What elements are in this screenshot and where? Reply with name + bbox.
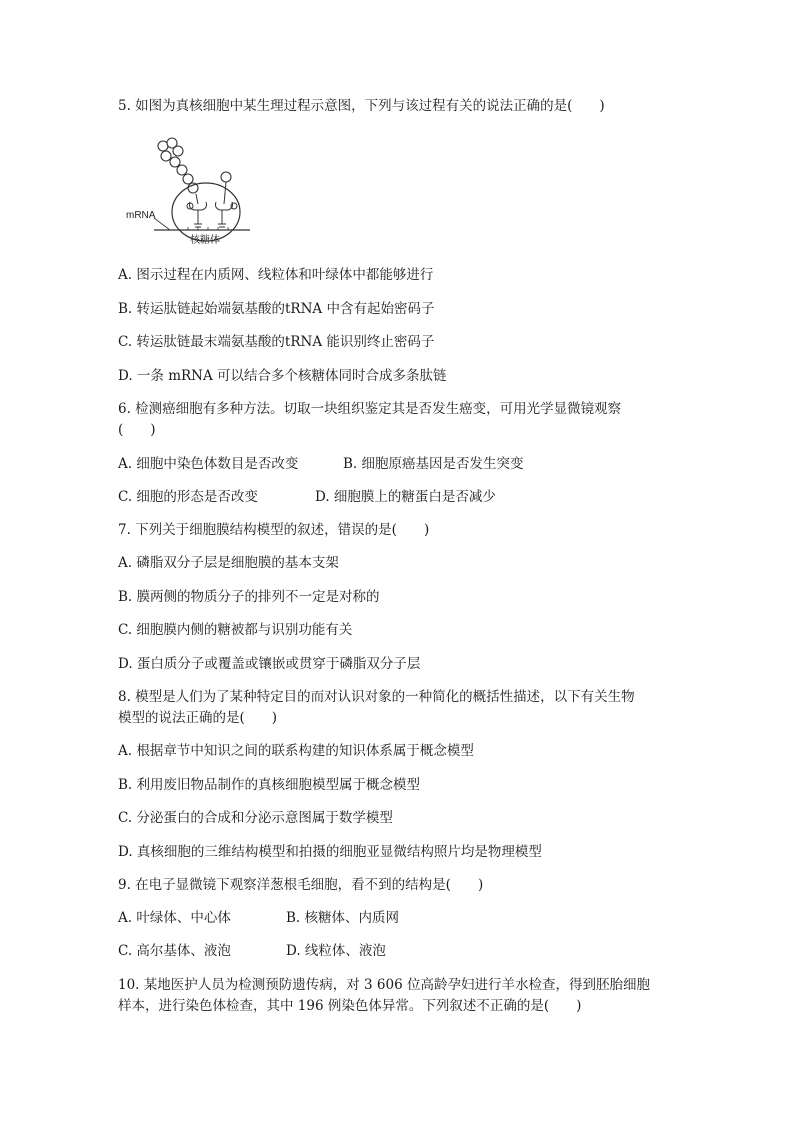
ribosome-shape <box>172 183 240 241</box>
q9-option-b: B. 核糖体、内质网 <box>286 910 400 926</box>
q9-stem: 9. 在电子显微镜下观察洋葱根毛细胞，看不到的结构是( ) <box>118 877 484 893</box>
q6-stem-line1: 6. 检测癌细胞有多种方法。切取一块组织鉴定其是否发生癌变，可用光学显微镜观察 <box>118 401 622 417</box>
q10-stem-line2: 样本，进行染色体检查，其中 196 例染色体异常。下列叙述不正确的是( ) <box>118 998 582 1014</box>
q5-option-a: A. 图示过程在内质网、线粒体和叶绿体中都能够进行 <box>118 267 434 283</box>
q6-stem-line2: ( ) <box>118 422 156 438</box>
q8-option-c: C. 分泌蛋白的合成和分泌示意图属于数学模型 <box>118 810 393 826</box>
mrna-pointer <box>154 218 170 230</box>
q8-option-d: D. 真核细胞的三维结构模型和拍摄的细胞亚显微结构照片均是物理模型 <box>118 844 542 860</box>
mrna-label: mRNA <box>126 210 156 221</box>
q10-stem-line1: 10. 某地医护人员为检测预防遗传病，对 3 606 位高龄孕妇进行羊水检查，得到胚胎细胞 <box>118 977 650 993</box>
q7-option-c: C. 细胞膜内侧的糖被都与识别功能有关 <box>118 622 353 638</box>
q7-option-d: D. 蛋白质分子或覆盖或镶嵌或贯穿于磷脂双分子层 <box>118 656 421 672</box>
q5-stem: 5. 如图为真核细胞中某生理过程示意图，下列与该过程有关的说法正确的是( ) <box>118 98 605 114</box>
q9-option-d: D. 线粒体、液泡 <box>286 943 386 959</box>
q8-option-a: A. 根据章节中知识之间的联系构建的知识体系属于概念模型 <box>118 743 474 759</box>
q7-option-b: B. 膜两侧的物质分子的排列不一定是对称的 <box>118 589 380 605</box>
q6-option-b: B. 细胞原癌基因是否发生突变 <box>343 456 524 472</box>
q8-stem-line2: 模型的说法正确的是( ) <box>118 710 278 726</box>
q9-option-c: C. 高尔基体、液泡 <box>118 943 231 959</box>
q6-option-c: C. 细胞的形态是否改变 <box>118 489 258 505</box>
q5-translation-figure <box>118 132 258 250</box>
trna-left <box>187 194 207 227</box>
q7-stem: 7. 下列关于细胞膜结构模型的叙述，错误的是( ) <box>118 522 430 538</box>
q8-option-b: B. 利用废旧物品制作的真核细胞模型属于概念模型 <box>118 777 421 793</box>
q8-stem-line1: 8. 模型是人们为了某种特定目的而对认识对象的一种简化的概括性描述，以下有关生物 <box>118 689 635 705</box>
q6-option-d: D. 细胞膜上的糖蛋白是否减少 <box>315 489 496 505</box>
q5-option-c: C. 转运肽链最末端氨基酸的tRNA 能识别终止密码子 <box>118 334 435 350</box>
q6-option-a: A. 细胞中染色体数目是否改变 <box>118 456 299 472</box>
q5-option-b: B. 转运肽链起始端氨基酸的tRNA 中含有起始密码子 <box>118 301 435 317</box>
q9-option-a: A. 叶绿体、中心体 <box>118 910 231 926</box>
q7-option-a: A. 磷脂双分子层是细胞膜的基本支架 <box>118 555 339 571</box>
ribosome-label: 核糖体 <box>190 235 220 246</box>
q5-option-d: D. 一条 mRNA 可以结合多个核糖体同时合成多条肽链 <box>118 368 447 384</box>
